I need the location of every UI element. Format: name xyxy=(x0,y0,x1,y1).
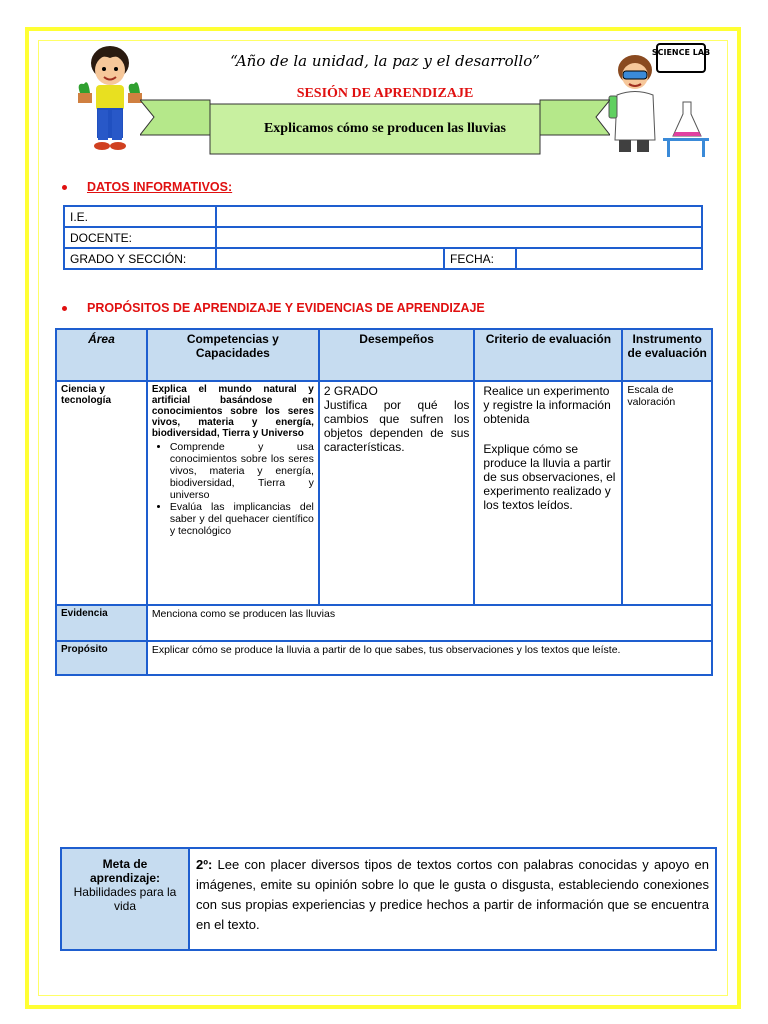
ie-field[interactable] xyxy=(216,206,702,227)
datos-table xyxy=(63,205,703,270)
proposito-label: Propósito xyxy=(56,641,147,675)
docente-label: DOCENTE: xyxy=(64,227,216,248)
table-row xyxy=(61,848,716,950)
meta-text: Lee con placer diversos tipos de textos cortos con palabras conocidas y apoyo en imágenes, emite su opinión sobre lo que le gusta o disgusta, estableciendo conexiones con sus propias experiencias y predice hechos a partir de información que se encuentra en el texto. xyxy=(196,857,709,932)
header-desempenos: Desempeños xyxy=(319,329,475,381)
table-header-row xyxy=(56,329,712,381)
lesson-title: Explicamos cómo se producen las lluvias xyxy=(263,121,507,136)
criterio-cell xyxy=(474,381,622,605)
capacidades-list xyxy=(152,441,314,537)
evidencia-text: Menciona como se producen las lluvias xyxy=(147,605,712,641)
meta-sublabel: Habilidades para la vida xyxy=(73,885,177,913)
meta-label: Meta de aprendizaje: xyxy=(89,857,161,885)
criterio-text-2: Explique cómo se produce la lluvia a partir de sus observaciones, el experimento realizado y los textos leídos. xyxy=(483,442,616,512)
criterio-text-1: Realice un experimento y registre la información obtenida xyxy=(483,384,611,426)
meta-label-cell xyxy=(61,848,189,950)
list-item: • Evalúa las implicancias del saber y del quehacer científico y tecnológico xyxy=(170,501,314,537)
session-title: SESIÓN DE APRENDIZAJE xyxy=(296,86,474,101)
table-row xyxy=(64,248,702,269)
grado-text: 2 GRADO xyxy=(323,384,378,398)
header-instrumento: Instrumento de evaluación xyxy=(622,329,712,381)
fecha-label: FECHA: xyxy=(444,248,516,269)
table-row xyxy=(64,227,702,248)
competencia-text: Explica el mundo natural y artificial basándose en conocimientos sobre los seres vivos, materia y energía, biodiversidad, Tierra y Universo xyxy=(151,384,314,439)
meta-text-cell xyxy=(189,848,716,950)
competencias-cell xyxy=(147,381,319,605)
instrumento-cell: Escala de valoración xyxy=(622,381,712,605)
ie-label: I.E. xyxy=(64,206,216,227)
meta-grade: 2º: xyxy=(196,857,213,872)
desempenos-cell xyxy=(319,381,475,605)
meta-table xyxy=(60,847,717,951)
evidencia-label: Evidencia xyxy=(56,605,147,641)
docente-field[interactable] xyxy=(216,227,702,248)
table-row xyxy=(64,206,702,227)
grado-field[interactable] xyxy=(216,248,444,269)
desempeno-text: Justifica por qué los cambios que sufren los objetos dependen de sus características. xyxy=(323,398,470,454)
science-lab-sign: SCIENCE LAB xyxy=(651,48,711,57)
table-row xyxy=(56,641,712,675)
area-cell: Ciencia y tecnología xyxy=(56,381,147,605)
header-criterio: Criterio de evaluación xyxy=(474,329,622,381)
proposito-text: Explicar cómo se produce la lluvia a partir de lo que sabes, tus observaciones y los textos que leíste. xyxy=(147,641,712,675)
motto-text: “Año de la unidad, la paz y el desarrollo” xyxy=(230,52,540,70)
scientist-illustration xyxy=(605,40,715,160)
bullet-icon xyxy=(62,185,67,190)
grado-label: GRADO Y SECCIÓN: xyxy=(64,248,216,269)
propositos-heading: PROPÓSITOS DE APRENDIZAJE Y EVIDENCIAS DE APRENDIZAJE xyxy=(62,301,485,315)
table-row xyxy=(56,381,712,605)
fecha-field[interactable] xyxy=(516,248,702,269)
header-area: Área xyxy=(56,329,147,381)
header-competencias: Competencias y Capacidades xyxy=(147,329,319,381)
propositos-table xyxy=(55,328,713,676)
list-item: • Comprende y usa conocimientos sobre los seres vivos, materia y energía, biodiversidad, Tierra y universo xyxy=(170,441,314,501)
table-row xyxy=(56,605,712,641)
datos-heading: DATOS INFORMATIVOS: xyxy=(62,180,232,194)
kid-illustration xyxy=(70,38,150,158)
bullet-icon xyxy=(62,306,67,311)
